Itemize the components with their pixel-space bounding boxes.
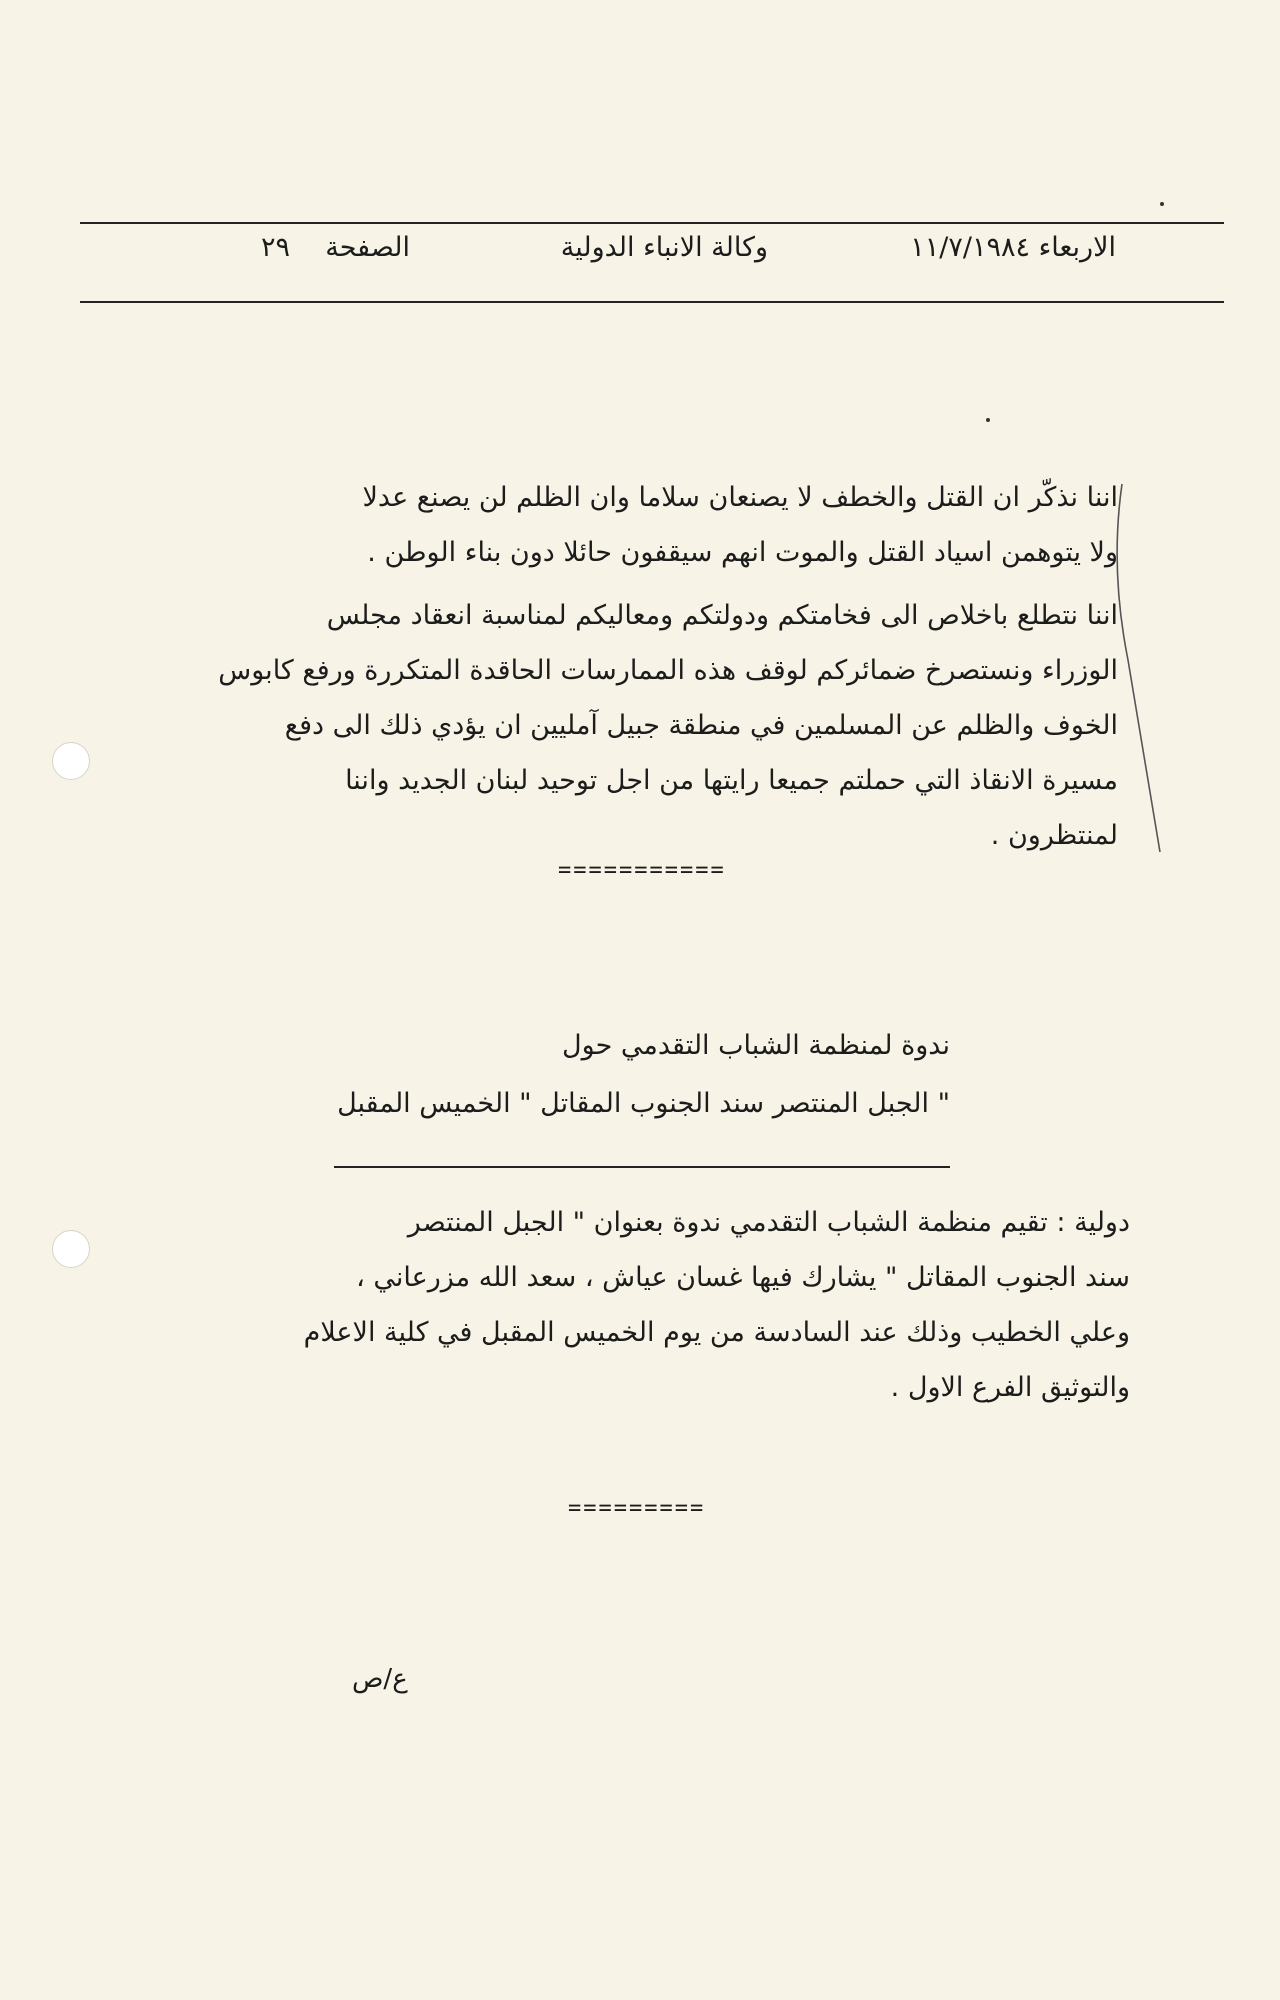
separator-equals-2: ========= bbox=[568, 1496, 706, 1521]
news-title: ندوة لمنظمة الشباب التقدمي حول bbox=[562, 1030, 950, 1061]
punch-hole-bottom bbox=[52, 1230, 90, 1268]
text-line: دولية : تقيم منظمة الشباب التقدمي ندوة بعنوان " الجبل المنتصر bbox=[407, 1207, 1130, 1238]
text-line: اننا نذكّر ان القتل والخطف لا يصنعان سلاما وان الظلم لن يصنع عدلا bbox=[362, 482, 1118, 513]
header-bottom-rule bbox=[80, 301, 1224, 303]
header-page-number: ٢٩ bbox=[260, 232, 290, 263]
text-line: مسيرة الانقاذ التي حملتم جميعا رايتها من اجل توحيد لبنان الجديد واننا bbox=[345, 765, 1118, 796]
signature-initials: ع/ص bbox=[352, 1664, 408, 1694]
text-line: سند الجنوب المقاتل " يشارك فيها غسان عياش ، سعد الله مزرعاني ، bbox=[356, 1262, 1130, 1293]
news-title-rule bbox=[334, 1166, 950, 1168]
text-line: وعلي الخطيب وذلك عند السادسة من يوم الخميس المقبل في كلية الاعلام bbox=[303, 1317, 1130, 1348]
text-line: الوزراء ونستصرخ ضمائركم لوقف هذه الممارسات الحاقدة المتكررة ورفع كابوس bbox=[218, 655, 1118, 686]
news-subtitle: " الجبل المنتصر سند الجنوب المقاتل " الخميس المقبل bbox=[337, 1088, 950, 1119]
header-top-rule bbox=[80, 222, 1224, 224]
header-date: الاربعاء ١١/٧/١٩٨٤ bbox=[910, 232, 1116, 263]
separator-equals-1: =========== bbox=[558, 858, 726, 883]
paragraph-appeal-2 bbox=[220, 588, 1118, 863]
text-line: والتوثيق الفرع الاول . bbox=[890, 1372, 1130, 1403]
header-page-label: الصفحة bbox=[325, 232, 410, 263]
paragraph-appeal-1 bbox=[220, 470, 1118, 580]
ink-dot bbox=[1160, 202, 1164, 206]
text-line: الخوف والظلم عن المسلمين في منطقة جبيل آمليين ان يؤدي ذلك الى دفع bbox=[284, 710, 1118, 741]
punch-hole-top bbox=[52, 742, 90, 780]
ink-dot bbox=[986, 418, 990, 422]
text-line: لمنتظرون . bbox=[990, 820, 1118, 851]
text-line: ولا يتوهمن اسياد القتل والموت انهم سيقفون حائلا دون بناء الوطن . bbox=[367, 537, 1118, 568]
header-agency: وكالة الانباء الدولية bbox=[560, 232, 768, 263]
news-body bbox=[242, 1195, 1130, 1415]
text-line: اننا نتطلع باخلاص الى فخامتكم ودولتكم ومعاليكم لمناسبة انعقاد مجلس bbox=[326, 600, 1118, 631]
